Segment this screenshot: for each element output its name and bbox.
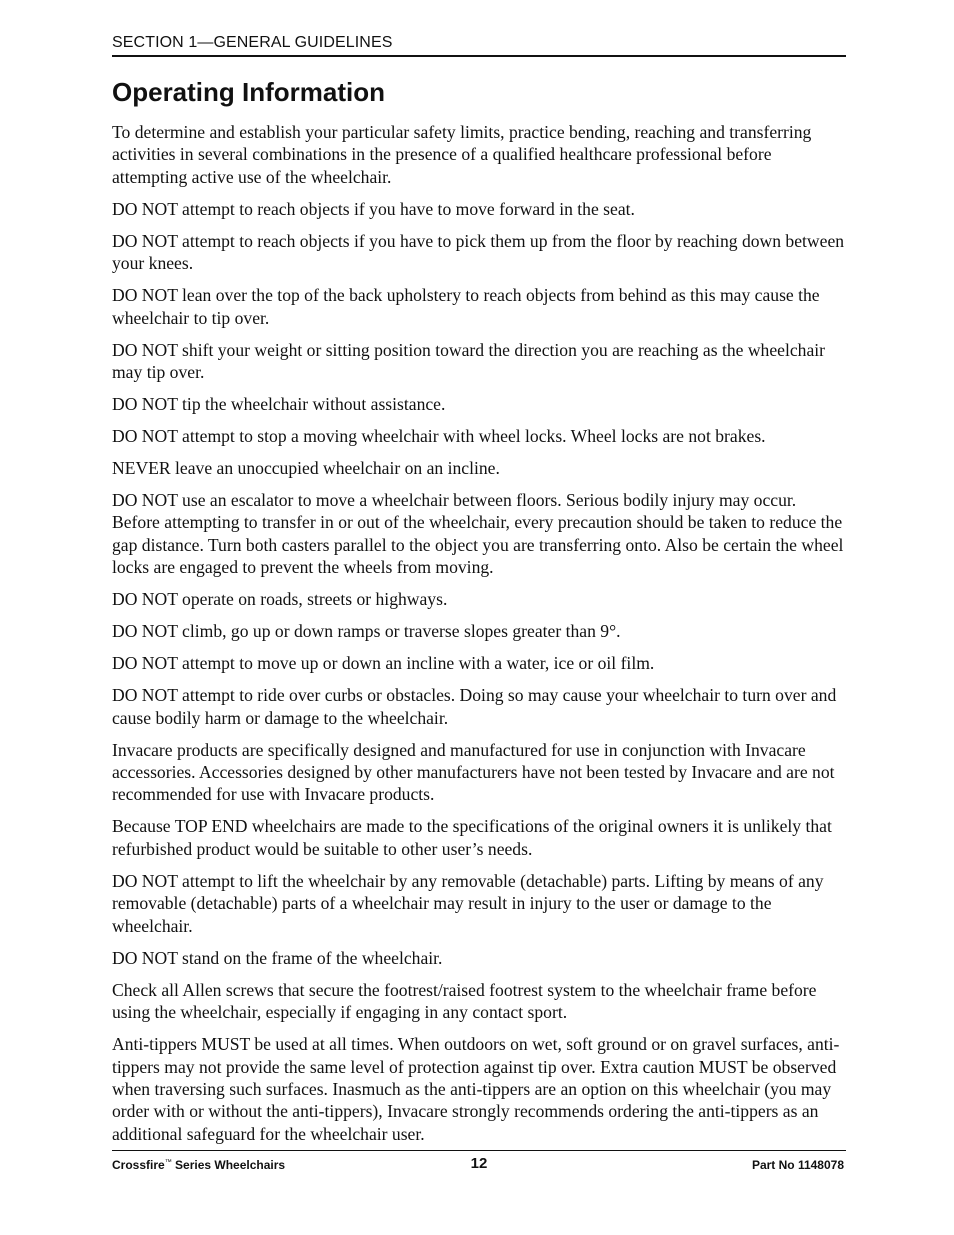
paragraph: DO NOT attempt to move up or down an incline with a water, ice or oil film. bbox=[112, 653, 655, 674]
paragraph: DO NOT lean over the top of the back upholstery to reach objects from behind as this may cause the wheelchair to tip over. bbox=[112, 285, 820, 328]
header-divider bbox=[112, 55, 846, 57]
paragraph: DO NOT attempt to reach objects if you have to move forward in the seat. bbox=[112, 198, 635, 219]
paragraph: DO NOT attempt to reach objects if you have to pick them up from the floor by reaching down between your knees. bbox=[112, 230, 845, 274]
body-text bbox=[112, 121, 846, 1155]
trademark-symbol: ™ bbox=[164, 1159, 172, 1166]
paragraph: DO NOT tip the wheelchair without assistance. bbox=[112, 394, 446, 415]
paragraph: DO NOT shift your weight or sitting position toward the direction you are reaching as the wheelchair may tip over. bbox=[112, 339, 826, 383]
part-number: Part No 1148078 bbox=[751, 1158, 844, 1172]
product-suffix: Series Wheelchairs bbox=[171, 1158, 286, 1172]
paragraph: DO NOT attempt to ride over curbs or obstacles. Doing so may cause your wheelchair to turn over and cause bodily harm or damage to the wheelchair. bbox=[112, 685, 837, 728]
paragraph: DO NOT stand on the frame of the wheelchair. bbox=[112, 947, 443, 968]
paragraph: DO NOT climb, go up or down ramps or traverse slopes greater than 9°. bbox=[112, 621, 621, 642]
paragraph: Anti-tippers MUST be used at all times. When outdoors on wet, soft ground or on gravel surfaces, anti-tippers may not provide the same level of protection against tip over. Extra caution MUST be observed when traversing such surfaces. Inasmuch as the anti-tippers are an option on this wheelchair (you may order with or without the anti-tippers), Invacare strongly recommends ordering the anti-tippers as an additional safeguard for the wheelchair user. bbox=[112, 1034, 840, 1144]
paragraph: DO NOT use an escalator to move a wheelchair between floors. Serious bodily injury may occur. Before attempting to transfer in or out of the wheelchair, every precaution should be taken to reduce the gap distance. Turn both casters parallel to the object you are transferring onto. Also be certain the wheel locks are engaged to prevent the wheels from moving. bbox=[112, 490, 844, 578]
paragraph: NEVER leave an unoccupied wheelchair on an incline. bbox=[112, 458, 500, 479]
paragraph: Check all Allen screws that secure the footrest/raised footrest system to the wheelchair frame before using the wheelchair, especially if engaging in any contact sport. bbox=[112, 979, 817, 1023]
section-header: SECTION 1—GENERAL GUIDELINES bbox=[112, 34, 393, 51]
paragraph: DO NOT attempt to lift the wheelchair by any removable (detachable) parts. Lifting by means of any removable (detachable) parts of a wheelchair may result in injury to the user or damage to the wheelchair. bbox=[112, 870, 824, 936]
paragraph: Invacare products are specifically designed and manufactured for use in conjunction with Invacare accessories. Accessories designed by other manufacturers have not been tested by Invacare and are not recommended for use with Invacare products. bbox=[112, 739, 835, 805]
paragraph: DO NOT attempt to stop a moving wheelchair with wheel locks. Wheel locks are not brakes. bbox=[112, 426, 766, 447]
paragraph: Because TOP END wheelchairs are made to the specifications of the original owners it is unlikely that refurbished product would be suitable to other user’s needs. bbox=[112, 816, 832, 859]
page-title: Operating Information bbox=[112, 77, 385, 107]
page-footer bbox=[112, 1156, 846, 1176]
product-name: Crossfire bbox=[112, 1158, 165, 1172]
footer-divider bbox=[112, 1150, 846, 1151]
paragraph: To determine and establish your particular safety limits, practice bending, reaching and transferring activities in several combinations in the presence of a qualified healthcare professional before attempting active use of the wheelchair. bbox=[112, 122, 812, 187]
paragraph: DO NOT operate on roads, streets or highways. bbox=[112, 589, 448, 610]
page-number: 12 bbox=[470, 1155, 488, 1172]
